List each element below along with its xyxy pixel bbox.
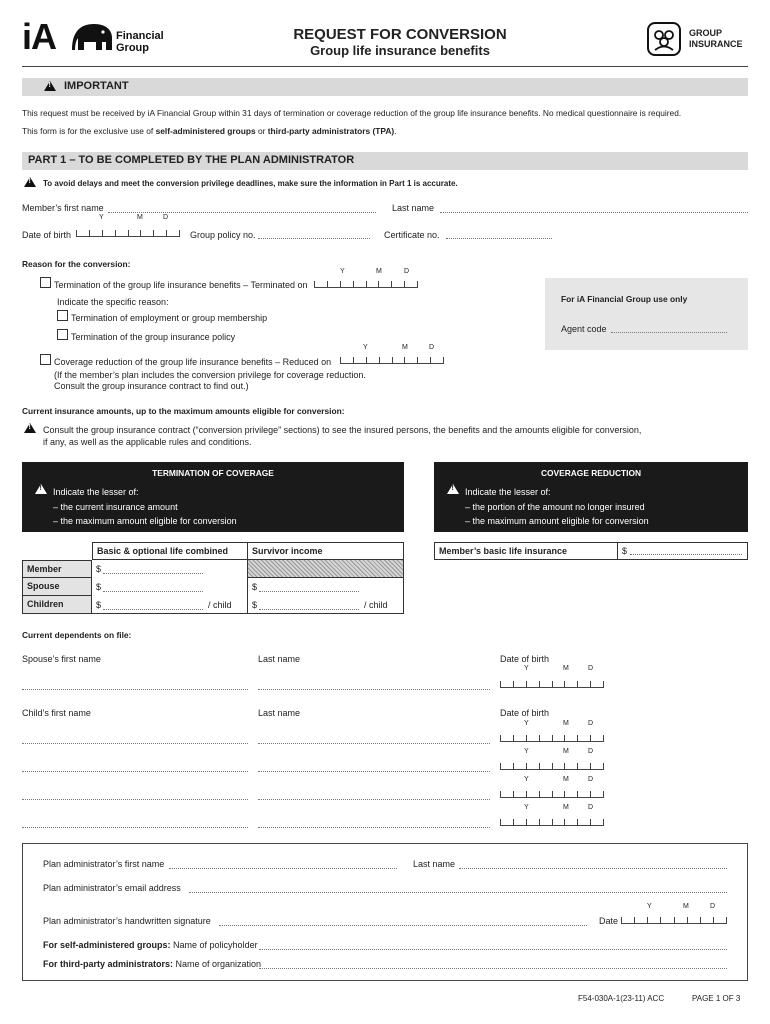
child-dob-label: Date of birth: [500, 708, 550, 718]
reduction-note-1: (If the member’s plan includes the conversion privilege for coverage reduction.: [54, 370, 366, 380]
m-label: M: [563, 776, 569, 783]
child3-first-field[interactable]: [22, 790, 248, 800]
admin-first-label: Plan administrator’s first name: [43, 859, 165, 869]
form-code: F54-030A-1(23-11) ACC: [578, 994, 665, 1003]
child2-dob-field[interactable]: [500, 762, 604, 770]
row-children: Children: [22, 596, 92, 614]
amounts-warning-2: if any, as well as the applicable rules and conditions.: [43, 437, 252, 447]
m-label: M: [402, 344, 408, 351]
admin-last-label: Last name: [413, 859, 456, 869]
y-label: Y: [363, 344, 368, 351]
child-survivor-dollar: $: [252, 600, 258, 610]
m-label: M: [563, 804, 569, 811]
spouse-survivor-dollar: $: [252, 582, 258, 592]
spouse-first-label: Spouse’s first name: [22, 654, 101, 664]
dependents-heading: Current dependents on file:: [22, 630, 132, 640]
child-survivor-field[interactable]: [259, 600, 359, 610]
self-admin-label: For self-administered groups: Name of policyholder: [43, 940, 258, 950]
logo-ia: iA: [22, 16, 56, 57]
m-label: M: [563, 665, 569, 672]
m-label: M: [563, 720, 569, 727]
basic-life-label: Member’s basic life insurance: [434, 542, 618, 560]
reduction-label: Coverage reduction of the group life insurance benefits – Reduced on: [54, 357, 332, 367]
d-label: D: [163, 214, 169, 221]
admin-email-label: Plan administrator’s email address: [43, 883, 181, 893]
logo-text: Financial Group: [116, 30, 164, 54]
m-label: M: [137, 214, 143, 221]
d-label: D: [588, 748, 594, 755]
amounts-heading: Current insurance amounts, up to the maximum amounts eligible for conversion:: [22, 406, 345, 416]
y-label: Y: [524, 748, 529, 755]
child-amount-dollar: $: [96, 600, 102, 610]
tpa-label: For third-party administrators: Name of organization: [43, 959, 262, 969]
y-label: Y: [524, 804, 529, 811]
child-amount-field[interactable]: [103, 600, 203, 610]
admin-signature-label: Plan administrator’s handwritten signature: [43, 916, 211, 926]
organization-field[interactable]: [259, 959, 727, 969]
member-amount-dollar: $: [96, 564, 102, 574]
agent-code-label: Agent code: [561, 324, 607, 334]
admin-box: [22, 843, 748, 981]
reduction-bullet-1: – the portion of the amount no longer insured: [465, 502, 645, 512]
termination-bullet-1: – the current insurance amount: [53, 502, 178, 512]
d-label: D: [588, 720, 594, 727]
office-use-box: [545, 278, 748, 350]
page-number: PAGE 1 OF 3: [692, 994, 741, 1003]
child4-last-field[interactable]: [258, 818, 490, 828]
reason-heading: Reason for the conversion:: [22, 259, 131, 269]
termination-lesser: Indicate the lesser of:: [53, 487, 139, 497]
y-label: Y: [340, 268, 345, 275]
policy-termination-checkbox[interactable]: [57, 329, 68, 340]
warning-icon: [24, 423, 36, 433]
child3-last-field[interactable]: [258, 790, 490, 800]
part1-warning: To avoid delays and meet the conversion privilege deadlines, make sure the information in Part 1 is accurate.: [43, 179, 458, 188]
termination-label: Termination of the group life insurance benefits – Terminated on: [54, 280, 308, 290]
important-bar: ! IMPORTANT: [22, 78, 748, 96]
child4-first-field[interactable]: [22, 818, 248, 828]
member-amount-field[interactable]: [103, 564, 203, 574]
group-insurance-icon: [646, 21, 682, 57]
amounts-warning-1: Consult the group insurance contract (“conversion privilege” sections) to see the insured persons, the benefits and the amounts eligible for conversion,: [43, 425, 642, 435]
d-label: D: [429, 344, 435, 351]
termination-checkbox[interactable]: [40, 277, 51, 288]
spouse-survivor-field[interactable]: [259, 582, 359, 592]
d-label: D: [588, 776, 594, 783]
reduction-bullet-2: – the maximum amount eligible for conversion: [465, 516, 649, 526]
y-label: Y: [99, 214, 104, 221]
group-policy-field[interactable]: [258, 229, 370, 239]
employment-checkbox[interactable]: [57, 310, 68, 321]
reduction-title: COVERAGE REDUCTION: [540, 468, 642, 478]
admin-date-label: Date: [599, 916, 619, 926]
d-label: D: [588, 665, 594, 672]
spouse-first-field[interactable]: [22, 680, 248, 690]
child2-first-field[interactable]: [22, 762, 248, 772]
basic-life-field[interactable]: [630, 545, 742, 555]
warning-icon: [447, 484, 459, 494]
termination-bullet-2: – the maximum amount eligible for conversion: [53, 516, 237, 526]
child1-first-field[interactable]: [22, 734, 248, 744]
important-text-2: This form is for the exclusive use of self-administered groups or third-party administrators (TPA).: [22, 126, 397, 136]
y-label: Y: [524, 665, 529, 672]
col-survivor-header: Survivor income: [248, 542, 404, 560]
office-use-title: For iA Financial Group use only: [561, 294, 688, 304]
specify-label: Indicate the specific reason:: [57, 297, 169, 307]
termination-panel: [22, 462, 404, 532]
member-first-name-label: Member’s first name: [22, 203, 104, 213]
y-label: Y: [524, 720, 529, 727]
child4-dob-field[interactable]: [500, 818, 604, 826]
admin-last-field[interactable]: [459, 859, 727, 869]
spouse-last-label: Last name: [258, 654, 301, 664]
admin-first-field[interactable]: [169, 859, 397, 869]
m-label: M: [376, 268, 382, 275]
member-dob-field[interactable]: [76, 229, 180, 237]
elephant-logo-icon: [70, 20, 114, 54]
child3-dob-field[interactable]: [500, 790, 604, 798]
col-basic-header: Basic & optional life combined: [92, 542, 248, 560]
m-label: M: [563, 748, 569, 755]
member-first-name-field[interactable]: [108, 203, 376, 213]
reduction-checkbox[interactable]: [40, 354, 51, 365]
admin-email-field[interactable]: [189, 883, 727, 893]
admin-date-field[interactable]: [621, 916, 727, 924]
admin-signature-field[interactable]: [219, 916, 587, 926]
row-member: Member: [22, 560, 92, 578]
certificate-field[interactable]: [446, 229, 552, 239]
spouse-amount-field[interactable]: [103, 582, 203, 592]
warning-icon: [44, 81, 56, 91]
child-first-label: Child’s first name: [22, 708, 91, 718]
policy-termination-label: Termination of the group insurance policy: [71, 332, 236, 342]
warning-icon: [35, 484, 47, 494]
d-label: D: [588, 804, 594, 811]
agent-code-field[interactable]: [611, 323, 727, 333]
cert-label: Certificate no.: [384, 230, 440, 240]
child1-last-field[interactable]: [258, 734, 490, 744]
basic-life-dollar: $: [622, 546, 628, 556]
policyholder-field[interactable]: [259, 940, 727, 950]
d-label: D: [404, 268, 410, 275]
reduction-note-2: Consult the group insurance contract to find out.): [54, 381, 249, 391]
reduced-on-date[interactable]: [340, 356, 444, 364]
reduction-lesser: Indicate the lesser of:: [465, 487, 551, 497]
spouse-dob-label: Date of birth: [500, 654, 550, 664]
group-insurance-badge: GROUP INSURANCE: [689, 28, 743, 49]
reduction-panel: [434, 462, 748, 532]
amounts-table: [22, 542, 404, 614]
d-label: D: [710, 903, 716, 910]
warning-icon: [24, 177, 36, 187]
per-child-label: / child: [364, 600, 388, 610]
child1-dob-field[interactable]: [500, 734, 604, 742]
part1-bar: PART 1 – TO BE COMPLETED BY THE PLAN ADMINISTRATOR: [22, 152, 748, 170]
member-last-name-field[interactable]: [440, 203, 748, 213]
y-label: Y: [524, 776, 529, 783]
spouse-last-field[interactable]: [258, 680, 490, 690]
child2-last-field[interactable]: [258, 762, 490, 772]
row-spouse: Spouse: [22, 578, 92, 596]
m-label: M: [683, 903, 689, 910]
employment-label: Termination of employment or group membership: [71, 313, 268, 323]
policy-label: Group policy no.: [190, 230, 256, 240]
survivor-member-na: [248, 560, 404, 578]
child-last-label: Last name: [258, 708, 301, 718]
spouse-amount-dollar: $: [96, 582, 102, 592]
termination-title: TERMINATION OF COVERAGE: [152, 468, 274, 478]
terminated-on-date[interactable]: [314, 280, 418, 288]
dob-label: Date of birth: [22, 230, 72, 240]
page-subtitle: Group life insurance benefits: [310, 43, 490, 58]
member-last-name-label: Last name: [392, 203, 435, 213]
y-label: Y: [647, 903, 652, 910]
page-title: REQUEST FOR CONVERSION: [293, 26, 507, 43]
spouse-dob-field[interactable]: [500, 680, 604, 688]
per-child-label: / child: [208, 600, 232, 610]
important-text-1: This request must be received by iA Financial Group within 31 days of termination or coverage reduction of the group life insurance benefits. No medical questionnaire is required.: [22, 108, 682, 118]
